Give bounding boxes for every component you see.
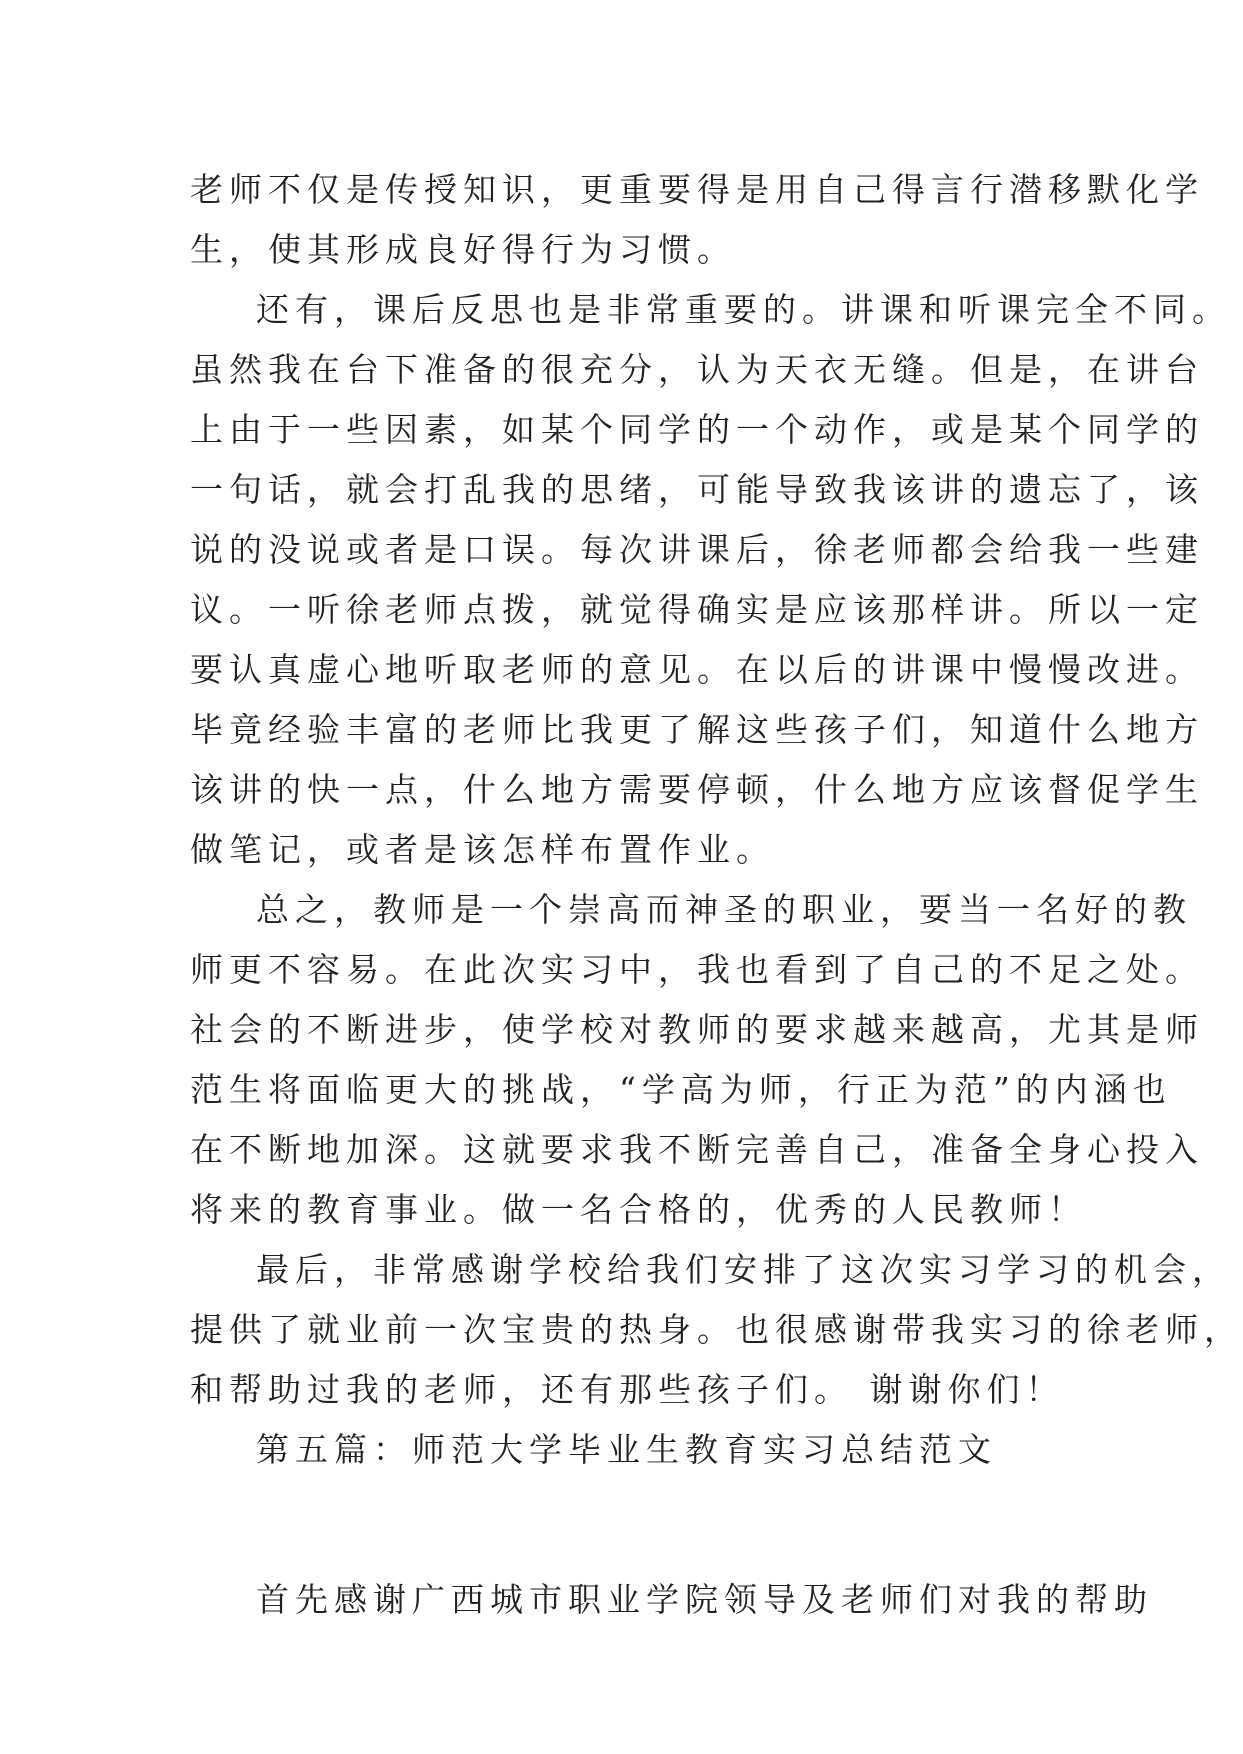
document-page	[190, 160, 1243, 1630]
paragraph-start-line: 首先感谢广西城市职业学院领导及老师们对我的帮助	[256, 1580, 1153, 1619]
text-line: 一句话，就会打乱我的思绪，可能导致我该讲的遗忘了，该	[190, 470, 1204, 509]
text-line: 老师不仅是传授知识，更重要得是用自己得言行潜移默化学	[190, 170, 1204, 209]
text-line: 社会的不断进步，使学校对教师的要求越来越高，尤其是师	[190, 1010, 1204, 1049]
text-line: 说的没说或者是口误。每次讲课后，徐老师都会给我一些建	[190, 530, 1204, 569]
text-line: 毕竟经验丰富的老师比我更了解这些孩子们，知道什么地方	[190, 710, 1204, 749]
text-line: 生，使其形成良好得行为习惯。	[190, 230, 736, 269]
text-line: 做笔记，或者是该怎样布置作业。	[190, 830, 775, 869]
text-line: 和帮助过我的老师，还有那些孩子们。 谢谢你们！	[190, 1370, 1065, 1409]
text-line: 上由于一些因素，如某个同学的一个动作，或是某个同学的	[190, 410, 1204, 449]
paragraph-start-line: 还有，课后反思也是非常重要的。讲课和听课完全不同。	[256, 290, 1231, 329]
text-line: 虽然我在台下准备的很充分，认为天衣无缝。但是，在讲台	[190, 350, 1204, 389]
text-line: 要认真虚心地听取老师的意见。在以后的讲课中慢慢改进。	[190, 650, 1204, 689]
paragraph-start-line: 最后，非常感谢学校给我们安排了这次实习学习的机会，	[256, 1250, 1231, 1289]
text-line: 议。一听徐老师点拨，就觉得确实是应该那样讲。所以一定	[190, 590, 1204, 629]
text-line: 范生将面临更大的挑战，“学高为师，行正为范”的内涵也	[190, 1070, 1172, 1109]
text-line: 在不断地加深。这就要求我不断完善自己，准备全身心投入	[190, 1130, 1204, 1169]
text-line: 师更不容易。在此次实习中，我也看到了自己的不足之处。	[190, 950, 1204, 989]
text-line: 将来的教育事业。做一名合格的，优秀的人民教师！	[190, 1190, 1087, 1229]
section-heading: 第五篇：师范大学毕业生教育实习总结范文	[256, 1430, 997, 1469]
text-line: 提供了就业前一次宝贵的热身。也很感谢带我实习的徐老师，	[190, 1310, 1243, 1349]
paragraph-start-line: 总之，教师是一个崇高而神圣的职业，要当一名好的教	[256, 890, 1192, 929]
text-line: 该讲的快一点，什么地方需要停顿，什么地方应该督促学生	[190, 770, 1204, 809]
blank-space	[190, 1480, 1050, 1570]
